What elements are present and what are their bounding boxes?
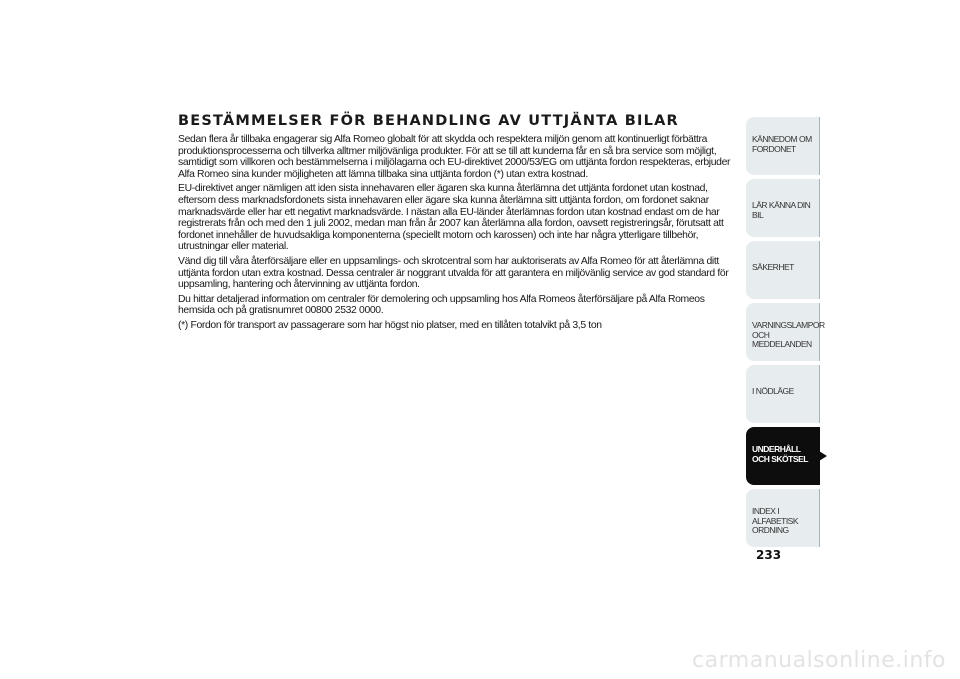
tab-label: I NÖDLÄGE xyxy=(752,386,794,396)
paragraph-dealers: Vänd dig till våra återförsäljare eller en uppsamlings- och skrotcentral som har auktoriserats av Alfa Romeo för att återlämna ditt uttjänta fordon utan extra kostnad. Dessa centraler är noggrant utvalda för att garantera en miljövänlig service av god standard för uppsamling, hantering och återvinning av uttjänta fordon. xyxy=(178,255,729,291)
watermark-text: carmanualsonline.info xyxy=(692,648,946,673)
tab-label: INDEX I ALFABETISK ORDNING xyxy=(752,506,799,535)
tab-kannedom-om-fordonet[interactable] xyxy=(746,117,820,175)
chapter-sidebar xyxy=(746,117,825,551)
page-number: 233 xyxy=(756,548,782,562)
tab-lar-kanna-din-bil[interactable] xyxy=(746,179,820,237)
paragraph-intro: Sedan flera år tillbaka engagerar sig Alfa Romeo globalt för att skydda och respektera miljön genom att kontinuerligt förbättra produktionsprocesserna och tillverka alltmer miljövänliga produkter. För att se till att kunderna får en så bra service som möjligt, samtidigt som villkoren och bestämmelserna i miljölagarna och EU-direktivet 2000/53/EG om uttjänta fordon respekteras, erbjuder Alfa Romeo sina kunder möjligheten att lämna tillbaka sina uttjänta fordon (*) utan extra kostnad. xyxy=(178,134,731,180)
tab-label: UNDERHÅLL OCH SKÖTSEL xyxy=(752,444,808,464)
tab-underhall-och-skotsel[interactable] xyxy=(746,427,820,485)
tab-label: KÄNNEDOM OM FORDONET xyxy=(752,134,812,154)
paragraph-eu-directive: EU-direktivet anger nämligen att iden sista innehavaren eller ägaren ska kunna återlämna det uttjänta fordonet utan kostnad, eftersom dess marknadsfordonets sista innehavaren eller ägare ska kunna återlämna sitt uttjänta fordon, om fordonet saknar marknadsvärde eller har ett negativt marknadsvärde. I nästan alla EU-länder återlämnas fordon utan kostnad endast om de har registrerats från och med den 1 juli 2002, medan man från år 2007 kan återlämna alla fordon, oavsett registreringsår, förutsatt att fordonet innehåller de huvudsakliga komponenterna (speciellt motorn och karossen) och inte har några ytterligare tillbehör, utrustningar eller material. xyxy=(178,183,724,253)
paragraph-contact: Du hittar detaljerad information om centraler för demolering och uppsamling hos Alfa Romeos återförsäljare på Alfa Romeos hemsida och på gratisnumret 00800 2532 0000. xyxy=(178,293,705,317)
tab-label: VARNINGSLAMPOR OCH MEDDELANDEN xyxy=(752,320,825,349)
tab-i-nodlage[interactable] xyxy=(746,365,820,423)
paragraph-footnote: (*) Fordon för transport av passagerare som har högst nio platser, med en tillåten totalvikt på 3,5 ton xyxy=(178,319,602,331)
tab-label: SÄKERHET xyxy=(752,262,794,272)
tab-sakerhet[interactable] xyxy=(746,241,820,299)
page-title: BESTÄMMELSER FÖR BEHANDLING AV UTTJÄNTA BILAR xyxy=(178,113,679,129)
main-content xyxy=(178,112,733,335)
tab-index[interactable] xyxy=(746,489,820,547)
tab-varningslampor[interactable] xyxy=(746,303,825,361)
tab-label: LÄR KÄNNA DIN BIL xyxy=(752,200,811,220)
